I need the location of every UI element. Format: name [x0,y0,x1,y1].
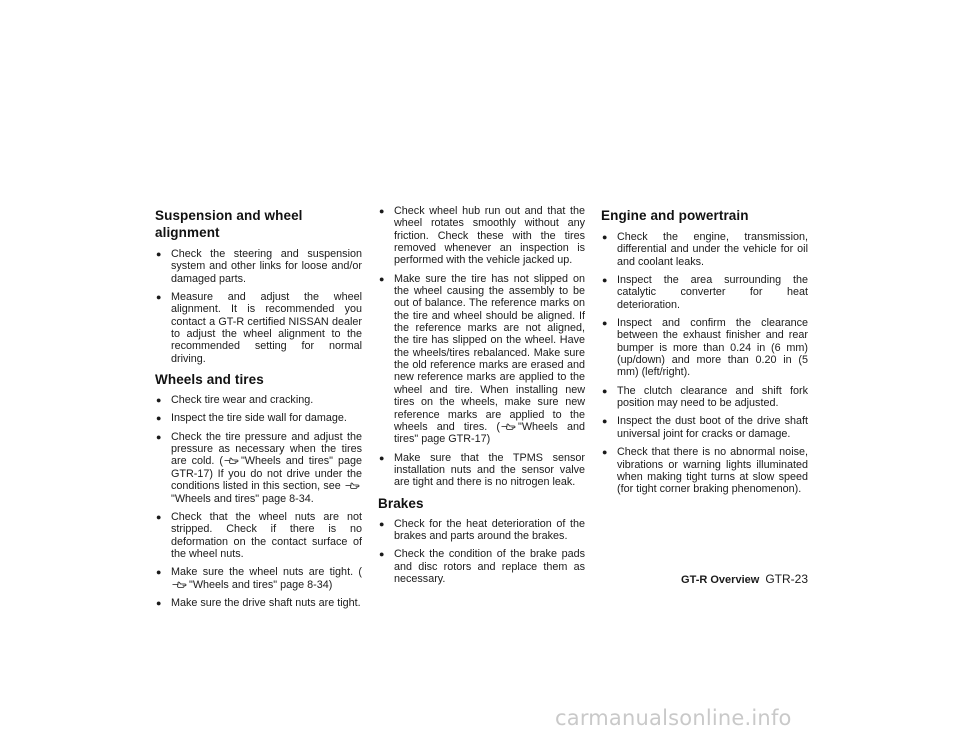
column-2 [378,207,585,591]
section-heading-wheels-tires: Wheels and tires [155,372,264,388]
list-item: ● Check wheel hub run out and that the wheel rotates smoothly without any friction. Check these with the tires removed whenever an inspection is performed with the vehicle jacked up. [379,205,585,267]
engine-powertrain-list [601,231,808,496]
list-item: ● Inspect and confirm the clearance between the exhaust finisher and rear bumper is more than 0.24 in (6 mm) (up/down) and more than 0.20 in (5 mm) (left/right). [602,317,808,379]
bullet-icon: ● [156,413,162,424]
list-item: ● Check the tire pressure and adjust the pressure as necessary when the tires are cold. ( "Wheels and tires" page GTR-17) If you do not drive under the conditions listed in this section, see "Wheels and tires" page 8-34. [156,430,362,505]
pointing-hand-reference-icon [224,456,239,465]
list-item: ● Check for the heat deterioration of the brakes and parts around the brakes. [379,517,585,542]
wheels-tires-list [155,394,362,609]
bullet-icon: ● [156,597,162,608]
list-item: ● Inspect the dust boot of the drive shaft universal joint for cracks or damage. [602,415,808,440]
section-heading-suspension: Suspension and wheel alignment [155,208,303,240]
bullet-icon: ● [602,318,608,329]
section-heading-brakes: Brakes [378,495,424,511]
list-item: ● Check the steering and suspension system and other links for loose and/or damaged parts. [156,248,362,285]
bullet-icon: ● [602,232,608,242]
list-item: ● Check the condition of the brake pads and disc rotors and replace them as necessary. [379,548,585,585]
reference-link[interactable]: "Wheels and tires" page 8-34) [189,578,333,591]
reference-link[interactable]: "Wheels and tires" page 8-34. [171,492,314,505]
watermark: carmanualsonline.info [555,706,792,730]
list-item: ● Make sure the wheel nuts are tight. ("Wheels and tires" page 8-34) [156,566,362,591]
list-item: ● Check the engine, transmission, differential and under the vehicle for oil and coolant leaks. [602,231,808,268]
reference-link[interactable]: "Wheels and tires" page GTR-17) If you do not drive under the conditions listed in this section, see [171,455,362,493]
pointing-hand-reference-icon [345,481,360,490]
bullet-icon: ● [379,518,385,529]
list-item: ● Inspect the tire side wall for damage. [156,412,347,425]
bullet-icon: ● [156,511,162,522]
column-1 [155,207,362,615]
page-footer [660,572,808,586]
bullet-icon: ● [379,206,385,216]
list-item: ● Make sure that the TPMS sensor installation nuts and the sensor valve are tight and there is no nitrogen leak. [379,451,585,489]
pointing-hand-reference-icon [172,580,187,589]
column-3 [601,207,808,502]
section-heading-engine-powertrain: Engine and powertrain [601,208,749,223]
bullet-icon: ● [379,452,385,463]
bullet-icon: ● [602,275,608,286]
list-item: ● Make sure the drive shaft nuts are tight. [156,596,361,609]
list-item: ● Measure and adjust the wheel alignment. It is recommended you contact a GT-R certified NISSAN dealer to adjust the wheel alignment to the recommended setting for normal driving. [156,291,362,365]
list-item: ● Check that the wheel nuts are not stripped. Check if there is no deformation on the contact surface of the wheel nuts. [156,510,362,560]
bullet-icon: ● [156,395,162,406]
list-item: ● The clutch clearance and shift fork position may need to be adjusted. [602,384,808,410]
wheels-tires-list-cont [378,205,585,489]
list-item: ● Make sure the tire has not slipped on the wheel causing the assembly to be out of balance. The reference marks on the tire and wheel should be aligned. If the reference marks are not aligned, the tire has slipped on the wheel. Have the wheels/tires rebalanced. Make sure the old reference marks are erased and new reference marks are applied to the wheel and tire. When installing new tires on the wheels, make sure new reference marks are applied to the wheels and tires. ( "Wheels and tires" page GTR-17) [379,272,585,446]
bullet-icon: ● [602,447,608,458]
suspension-list [155,248,362,365]
bullet-icon: ● [379,273,385,284]
list-item: ● Check tire wear and cracking. [156,394,314,407]
page-number: GTR-23 [765,572,808,586]
list-item: ● Inspect the area surrounding the catalytic converter for heat deterioration. [602,274,808,311]
brakes-list [378,518,585,586]
bullet-icon: ● [379,549,385,560]
bullet-icon: ● [156,292,162,303]
bullet-icon: ● [156,249,162,259]
pointing-hand-reference-icon [501,422,516,431]
bullet-icon: ● [156,567,162,578]
bullet-icon: ● [156,431,162,442]
bullet-icon: ● [602,416,608,427]
list-item: ● Check that there is no abnormal noise, vibrations or warning lights illuminated when making tight turns at slow speed (for tight corner braking phenomenon). [602,446,808,496]
footer-section-title: GT-R Overview [681,574,760,586]
bullet-icon: ● [602,385,608,396]
reference-link[interactable]: "Wheels and tires" page GTR-17) [394,420,585,446]
